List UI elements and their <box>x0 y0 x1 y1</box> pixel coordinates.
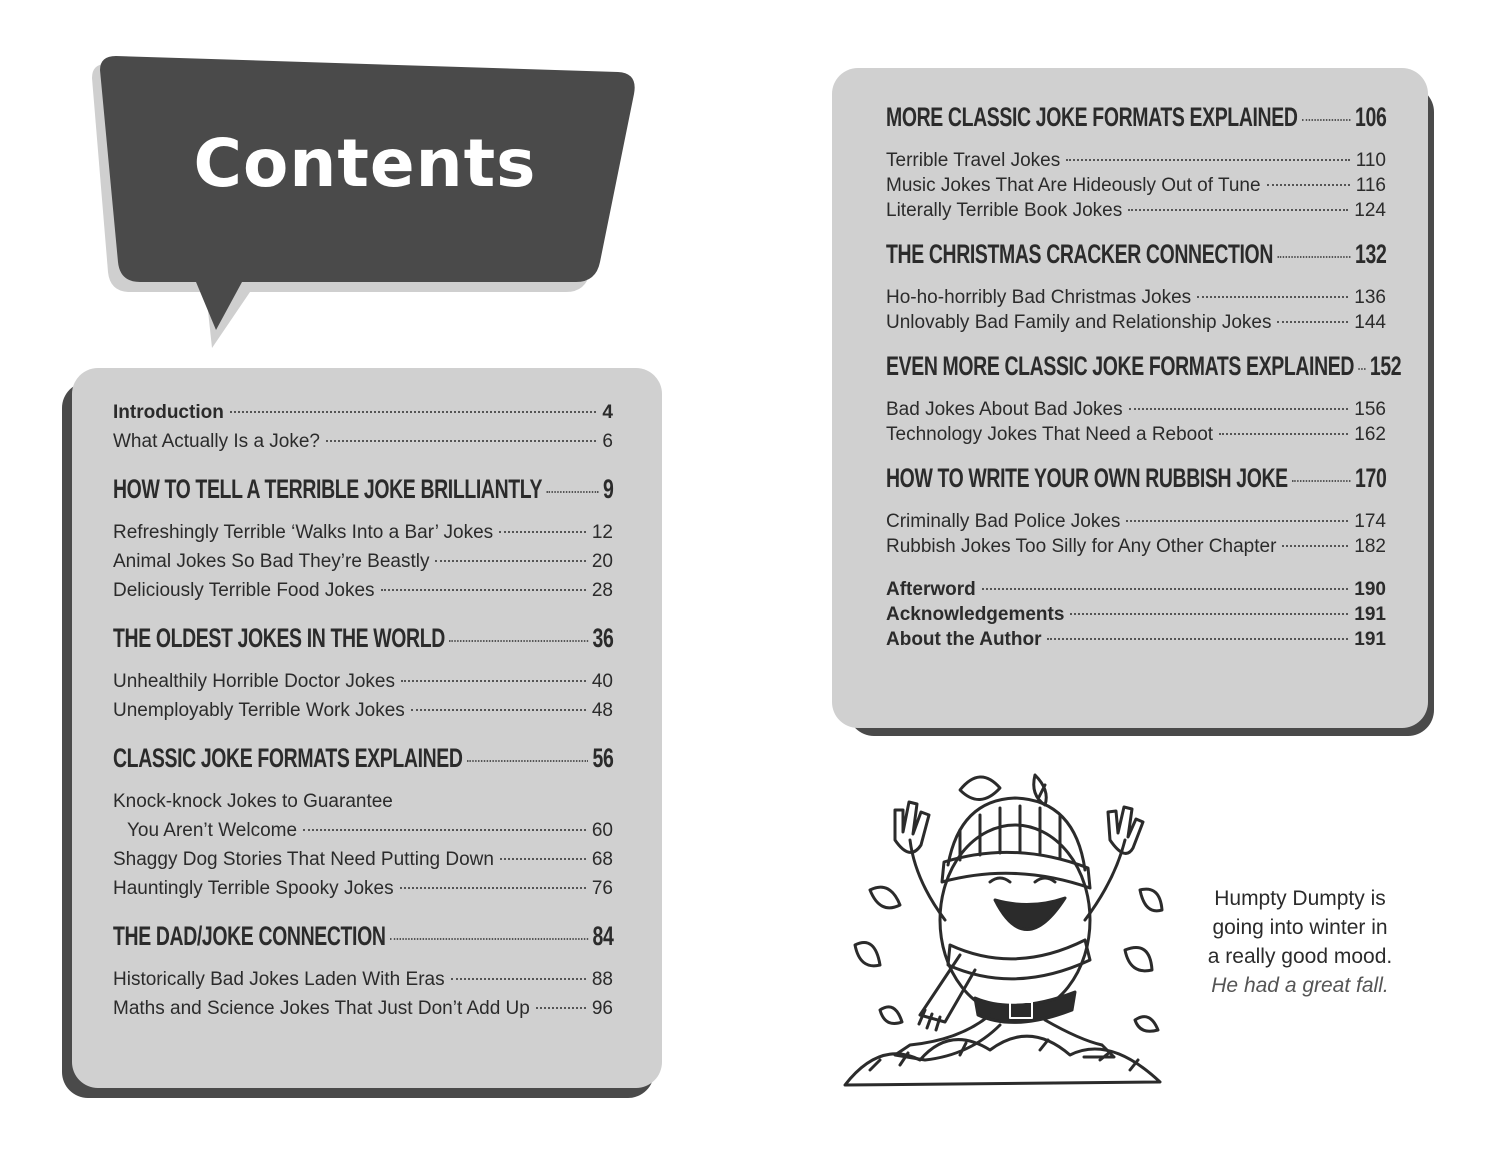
toc-entry[interactable] <box>886 399 1386 424</box>
toc-chapter[interactable] <box>886 102 1386 133</box>
toc-entry-page: 20 <box>591 551 613 572</box>
toc-chapter-title: THE DAD/JOKE CONNECTION <box>113 921 386 951</box>
toc-chapter[interactable] <box>113 623 613 654</box>
toc-entry[interactable] <box>886 200 1386 225</box>
toc-entry-page: 110 <box>1355 150 1386 171</box>
humpty-dumpty-illustration <box>840 770 1180 1100</box>
caption-line: going into winter in <box>1212 916 1388 939</box>
toc-entry-label: Hauntingly Terrible Spooky Jokes <box>113 878 394 899</box>
toc-entry[interactable] <box>113 671 613 700</box>
toc-entry-label: Animal Jokes So Bad They’re Beastly <box>113 551 430 572</box>
toc-chapter[interactable] <box>113 921 613 952</box>
toc-entry-label: What Actually Is a Joke? <box>113 431 320 452</box>
left-toc <box>113 402 613 1027</box>
toc-entry-label: Introduction <box>113 402 224 423</box>
toc-entry-page: 96 <box>591 998 613 1019</box>
toc-entry-label: Rubbish Jokes Too Silly for Any Other Chapter <box>886 536 1277 557</box>
toc-entry-label: Terrible Travel Jokes <box>886 150 1061 171</box>
toc-entry-page: 182 <box>1354 536 1386 557</box>
toc-chapter-title: MORE CLASSIC JOKE FORMATS EXPLAINED <box>886 102 1298 132</box>
toc-entry[interactable] <box>886 579 1386 604</box>
toc-entry[interactable] <box>113 700 613 729</box>
page-title: Contents <box>193 125 537 202</box>
toc-entry[interactable] <box>886 536 1386 561</box>
toc-entry[interactable] <box>886 629 1386 654</box>
toc-chapter-title: EVEN MORE CLASSIC JOKE FORMATS EXPLAINED <box>886 351 1355 381</box>
toc-entry-page: 162 <box>1354 424 1386 445</box>
toc-entry-page: 88 <box>591 969 613 990</box>
caption-punchline: He had a great fall. <box>1211 974 1389 997</box>
toc-chapter-title: HOW TO TELL A TERRIBLE JOKE BRILLIANTLY <box>113 474 543 504</box>
toc-chapter-title: THE CHRISTMAS CRACKER CONNECTION <box>886 239 1273 269</box>
right-toc <box>886 90 1402 654</box>
toc-chapter[interactable] <box>886 239 1386 270</box>
toc-entry-label: Unhealthily Horrible Doctor Jokes <box>113 671 395 692</box>
toc-entry-page: 144 <box>1354 312 1386 333</box>
toc-entry[interactable] <box>113 402 613 431</box>
toc-entry-label: Historically Bad Jokes Laden With Eras <box>113 969 445 990</box>
toc-entry-page: 68 <box>591 849 613 870</box>
toc-entry-label: Acknowledgements <box>886 604 1065 625</box>
caption-line: Humpty Dumpty is <box>1214 887 1386 910</box>
toc-chapter[interactable] <box>113 474 613 505</box>
toc-entry[interactable] <box>113 791 613 820</box>
toc-entry-page: 60 <box>591 820 613 841</box>
toc-entry-page: 174 <box>1354 511 1386 532</box>
toc-entry[interactable] <box>113 998 613 1027</box>
toc-entry[interactable] <box>886 604 1386 629</box>
toc-entry[interactable] <box>886 424 1386 449</box>
toc-entry-label: Unemployably Terrible Work Jokes <box>113 700 405 721</box>
toc-entry-label: Bad Jokes About Bad Jokes <box>886 399 1123 420</box>
toc-entry-page: 76 <box>591 878 613 899</box>
toc-entry-label: Criminally Bad Police Jokes <box>886 511 1121 532</box>
toc-chapter-page: 56 <box>592 743 614 773</box>
toc-entry-page: 190 <box>1354 579 1386 600</box>
toc-entry-label: Ho-ho-horribly Bad Christmas Jokes <box>886 287 1192 308</box>
toc-entry-label: Deliciously Terrible Food Jokes <box>113 580 375 601</box>
toc-entry-page: 191 <box>1354 629 1386 650</box>
toc-entry-page: 4 <box>602 402 613 423</box>
toc-entry[interactable] <box>113 522 613 551</box>
toc-chapter-page: 36 <box>592 623 614 653</box>
toc-chapter-page: 132 <box>1355 239 1387 269</box>
toc-chapter-page: 106 <box>1355 102 1387 132</box>
toc-entry[interactable] <box>886 511 1386 536</box>
toc-chapter-page: 152 <box>1369 351 1402 381</box>
toc-entry[interactable] <box>886 287 1386 312</box>
toc-entry[interactable] <box>113 878 613 907</box>
toc-entry[interactable] <box>886 175 1386 200</box>
toc-entry-label: Maths and Science Jokes That Just Don’t Add Up <box>113 998 530 1019</box>
toc-entry-label: Refreshingly Terrible ‘Walks Into a Bar’ Jokes <box>113 522 494 543</box>
toc-chapter-page: 84 <box>592 921 614 951</box>
toc-entry[interactable] <box>113 969 613 998</box>
toc-entry-page: 136 <box>1354 287 1386 308</box>
toc-entry-page: 124 <box>1354 200 1386 221</box>
illustration-caption <box>1190 884 1410 1000</box>
toc-entry-label: Technology Jokes That Need a Reboot <box>886 424 1214 445</box>
toc-entry-page: 6 <box>602 431 613 452</box>
toc-entry-label: Knock-knock Jokes to Guarantee <box>113 791 393 812</box>
toc-entry-label: Unlovably Bad Family and Relationship Jokes <box>886 312 1272 333</box>
toc-entry-label: Literally Terrible Book Jokes <box>886 200 1123 221</box>
toc-entry[interactable] <box>886 150 1386 175</box>
toc-entry-label: Music Jokes That Are Hideously Out of Tune <box>886 175 1261 196</box>
toc-entry[interactable] <box>886 312 1386 337</box>
toc-chapter-page: 170 <box>1355 463 1387 493</box>
toc-entry[interactable] <box>113 551 613 580</box>
toc-chapter-title: HOW TO WRITE YOUR OWN RUBBISH JOKE <box>886 463 1288 493</box>
toc-entry-page: 48 <box>591 700 613 721</box>
toc-entry[interactable] <box>113 820 613 849</box>
toc-entry[interactable] <box>113 431 613 460</box>
toc-chapter-title: CLASSIC JOKE FORMATS EXPLAINED <box>113 743 463 773</box>
toc-entry-page: 191 <box>1354 604 1386 625</box>
toc-chapter-title: THE OLDEST JOKES IN THE WORLD <box>113 623 445 653</box>
toc-entry-label: Afterword <box>886 579 976 600</box>
toc-entry-label: You Aren’t Welcome <box>127 820 298 841</box>
toc-entry[interactable] <box>113 580 613 609</box>
toc-entry-page: 116 <box>1355 175 1386 196</box>
caption-line: a really good mood. <box>1207 945 1393 968</box>
toc-entry-page: 40 <box>591 671 613 692</box>
toc-chapter-page: 9 <box>602 474 614 504</box>
toc-chapter[interactable] <box>886 351 1402 382</box>
toc-entry-label: Shaggy Dog Stories That Need Putting Down <box>113 849 494 870</box>
toc-entry[interactable] <box>113 849 613 878</box>
toc-entry-page: 156 <box>1354 399 1386 420</box>
toc-entry-page: 12 <box>591 522 613 543</box>
toc-chapter[interactable] <box>886 463 1386 494</box>
toc-entry-page: 28 <box>591 580 613 601</box>
toc-chapter[interactable] <box>113 743 613 774</box>
toc-entry-label: About the Author <box>886 629 1042 650</box>
